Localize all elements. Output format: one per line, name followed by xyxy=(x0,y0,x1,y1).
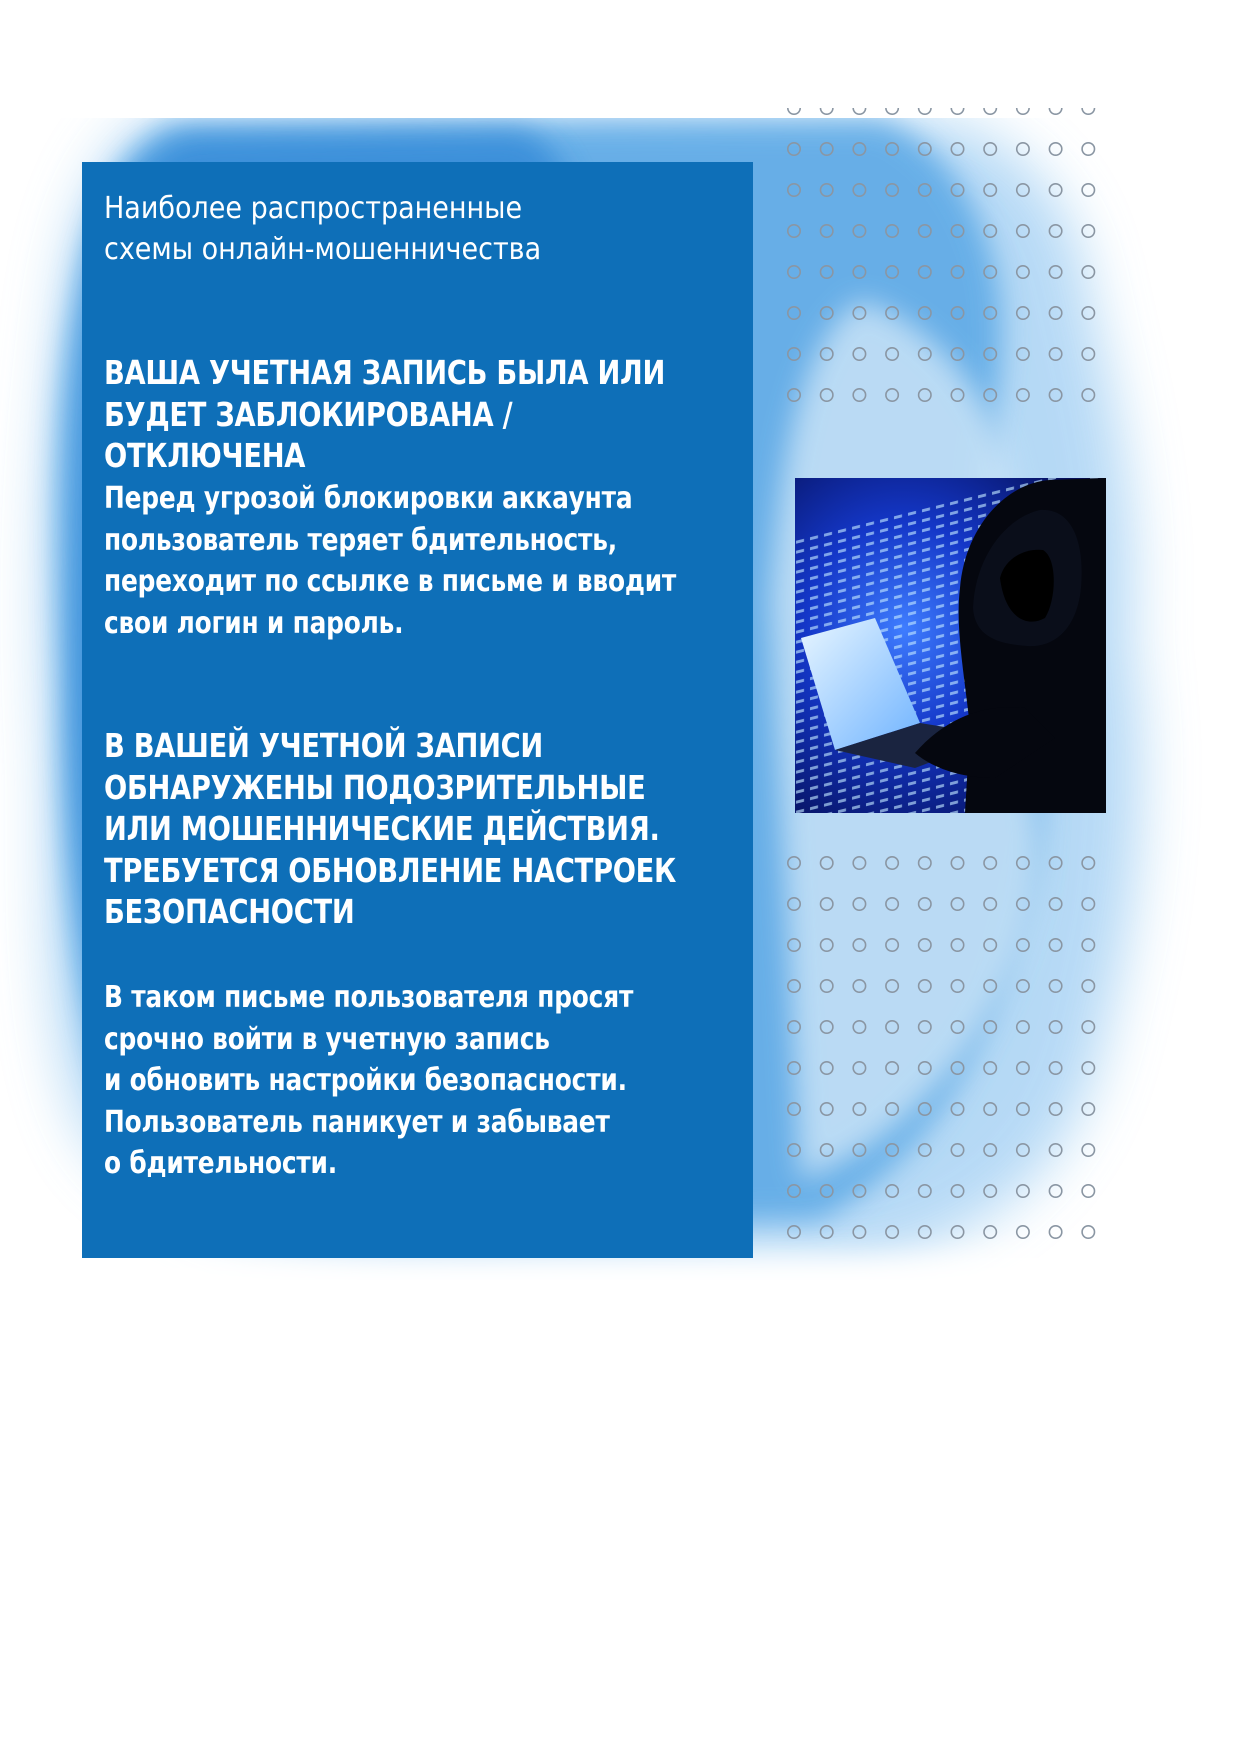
dot-circle xyxy=(1082,1062,1094,1074)
dot-circle xyxy=(1017,1185,1029,1197)
dot-circle xyxy=(1082,857,1094,869)
dot-circle xyxy=(919,939,931,951)
dot-circle xyxy=(984,108,996,114)
dot-circle xyxy=(1049,348,1061,360)
dot-circle xyxy=(853,1103,865,1115)
dot-circle xyxy=(1049,184,1061,196)
dot-circle xyxy=(821,1226,833,1238)
dot-circle xyxy=(919,1226,931,1238)
dot-circle xyxy=(821,1144,833,1156)
dot-circle xyxy=(984,857,996,869)
dot-circle xyxy=(886,184,898,196)
dot-circle xyxy=(853,980,865,992)
dot-circle xyxy=(821,1103,833,1115)
dot-circle xyxy=(886,857,898,869)
dot-circle xyxy=(788,1226,800,1238)
dot-circle xyxy=(886,307,898,319)
dot-circle xyxy=(821,307,833,319)
dot-circle xyxy=(886,1226,898,1238)
dot-circle xyxy=(821,348,833,360)
dot-circle xyxy=(951,1062,963,1074)
dot-circle xyxy=(853,1185,865,1197)
section-2-body: В таком письме пользователя просят срочно войти в учетную запись и обновить настройки безопасности. Пользователь паникует и забывает о бдительности. xyxy=(104,980,634,1181)
dot-circle xyxy=(853,939,865,951)
dot-circle xyxy=(1082,348,1094,360)
dot-circle xyxy=(984,307,996,319)
dot-circle xyxy=(821,1062,833,1074)
dot-circle xyxy=(788,348,800,360)
dot-circle xyxy=(951,184,963,196)
dot-circle xyxy=(821,266,833,278)
dot-circle xyxy=(919,1021,931,1033)
dot-circle xyxy=(984,266,996,278)
dot-circle xyxy=(984,898,996,910)
dot-circle xyxy=(1082,225,1094,237)
dot-circle xyxy=(919,143,931,155)
dot-circle xyxy=(821,225,833,237)
dot-circle xyxy=(788,1062,800,1074)
dot-circle xyxy=(1082,307,1094,319)
dot-circle xyxy=(1082,184,1094,196)
dot-circle xyxy=(1049,898,1061,910)
dot-circle xyxy=(951,389,963,401)
dot-circle xyxy=(886,1021,898,1033)
dot-circle xyxy=(984,225,996,237)
dot-circle xyxy=(951,1103,963,1115)
dot-circle xyxy=(788,266,800,278)
dot-circle xyxy=(821,857,833,869)
dot-circle xyxy=(1049,108,1061,114)
dot-circle xyxy=(919,307,931,319)
dot-circle xyxy=(951,1021,963,1033)
dot-circle xyxy=(919,184,931,196)
dot-circle xyxy=(1049,939,1061,951)
dot-circle xyxy=(886,225,898,237)
dot-circle xyxy=(1017,389,1029,401)
dot-circle xyxy=(1017,348,1029,360)
dot-circle xyxy=(1082,108,1094,114)
dot-circle xyxy=(1017,108,1029,114)
dot-circle xyxy=(853,389,865,401)
dot-circle xyxy=(886,143,898,155)
dot-circle xyxy=(788,184,800,196)
dot-circle xyxy=(1049,1226,1061,1238)
dot-circle xyxy=(821,939,833,951)
section-1-body: Перед угрозой блокировки аккаунта пользователь теряет бдительность, переходит по ссылке в письме и вводит свои логин и пароль. xyxy=(104,481,677,641)
info-panel xyxy=(82,162,753,1258)
dot-circle xyxy=(788,389,800,401)
dot-circle xyxy=(788,857,800,869)
hacker-laptop-photo xyxy=(795,478,1106,813)
dot-circle xyxy=(919,225,931,237)
dot-circle xyxy=(1049,266,1061,278)
dot-circle xyxy=(853,898,865,910)
dot-circle xyxy=(1082,1103,1094,1115)
section-1-heading: ВАША УЧЕТНАЯ ЗАПИСЬ БЫЛА ИЛИ БУДЕТ ЗАБЛОКИРОВАНА / ОТКЛЮЧЕНА xyxy=(104,353,666,475)
dot-circle xyxy=(951,143,963,155)
dot-grid-top xyxy=(785,108,1105,418)
dot-circle xyxy=(1017,1144,1029,1156)
dot-circle xyxy=(951,225,963,237)
dot-circle xyxy=(919,980,931,992)
dot-circle xyxy=(853,184,865,196)
dot-circle xyxy=(919,857,931,869)
dot-circle xyxy=(951,1185,963,1197)
dot-circle xyxy=(853,108,865,114)
dot-circle xyxy=(886,1062,898,1074)
dot-circle xyxy=(821,1021,833,1033)
dot-circle xyxy=(951,1226,963,1238)
dot-circle xyxy=(821,108,833,114)
dot-circle xyxy=(886,348,898,360)
dot-circle xyxy=(1082,266,1094,278)
section-2-heading: В ВАШЕЙ УЧЕТНОЙ ЗАПИСИ ОБНАРУЖЕНЫ ПОДОЗРИТЕЛЬНЫЕ ИЛИ МОШЕННИЧЕСКИЕ ДЕЙСТВИЯ. ТРЕБУЕТСЯ ОБНОВЛЕНИЕ НАСТРОЕК БЕЗОПАСНОСТИ xyxy=(104,726,677,931)
dot-circle xyxy=(788,980,800,992)
dot-circle xyxy=(984,1021,996,1033)
dot-circle xyxy=(951,857,963,869)
dot-circle xyxy=(788,108,800,114)
dot-circle xyxy=(1049,225,1061,237)
dot-circle xyxy=(984,980,996,992)
dot-circle xyxy=(919,266,931,278)
dot-circle xyxy=(1082,389,1094,401)
dot-circle xyxy=(821,143,833,155)
dot-circle xyxy=(886,939,898,951)
dot-circle xyxy=(1017,1226,1029,1238)
dot-circle xyxy=(853,857,865,869)
dot-circle xyxy=(886,1185,898,1197)
dot-circle xyxy=(984,143,996,155)
dot-circle xyxy=(853,1021,865,1033)
dot-circle xyxy=(1049,143,1061,155)
dot-circle xyxy=(788,225,800,237)
dot-circle xyxy=(1049,1144,1061,1156)
dot-circle xyxy=(919,108,931,114)
dot-circle xyxy=(1017,307,1029,319)
dot-circle xyxy=(984,1103,996,1115)
dot-circle xyxy=(886,1144,898,1156)
dot-circle xyxy=(1049,1021,1061,1033)
dot-circle xyxy=(951,307,963,319)
dot-circle xyxy=(919,1144,931,1156)
dot-circle xyxy=(1017,266,1029,278)
dot-circle xyxy=(1049,857,1061,869)
dot-circle xyxy=(1082,143,1094,155)
dot-circle xyxy=(919,389,931,401)
dot-circle xyxy=(1082,1144,1094,1156)
dot-circle xyxy=(1017,898,1029,910)
dot-circle xyxy=(951,980,963,992)
panel-title: Наиболее распространенные схемы онлайн-мошенничества xyxy=(104,191,542,267)
dot-circle xyxy=(886,108,898,114)
dot-circle xyxy=(788,307,800,319)
dot-circle xyxy=(853,307,865,319)
dot-circle xyxy=(788,1103,800,1115)
dot-circle xyxy=(821,1185,833,1197)
dot-circle xyxy=(919,1185,931,1197)
dot-circle xyxy=(853,348,865,360)
dot-circle xyxy=(1049,389,1061,401)
dot-circle xyxy=(886,980,898,992)
dot-circle xyxy=(788,898,800,910)
dot-circle xyxy=(1082,1185,1094,1197)
dot-circle xyxy=(1049,1185,1061,1197)
dot-circle xyxy=(821,980,833,992)
dot-circle xyxy=(984,1226,996,1238)
dot-circle xyxy=(821,389,833,401)
dot-circle xyxy=(951,108,963,114)
dot-circle xyxy=(951,266,963,278)
dot-circle xyxy=(984,184,996,196)
dot-circle xyxy=(1082,980,1094,992)
dot-circle xyxy=(821,898,833,910)
dot-circle xyxy=(853,1144,865,1156)
dot-circle xyxy=(1017,184,1029,196)
dot-circle xyxy=(951,939,963,951)
dot-circle xyxy=(1049,980,1061,992)
dot-circle xyxy=(1049,307,1061,319)
dot-circle xyxy=(951,898,963,910)
dot-circle xyxy=(886,1103,898,1115)
dot-circle xyxy=(788,1144,800,1156)
dot-circle xyxy=(984,1144,996,1156)
dot-circle xyxy=(1049,1103,1061,1115)
dot-circle xyxy=(984,348,996,360)
dot-circle xyxy=(984,389,996,401)
dot-circle xyxy=(1017,980,1029,992)
dot-circle xyxy=(1017,1103,1029,1115)
dot-circle xyxy=(1082,898,1094,910)
dot-circle xyxy=(951,1144,963,1156)
dot-circle xyxy=(1017,857,1029,869)
dot-circle xyxy=(853,1226,865,1238)
dot-circle xyxy=(788,939,800,951)
dot-circle xyxy=(788,143,800,155)
dot-circle xyxy=(919,1103,931,1115)
dot-grid-bottom xyxy=(785,854,1105,1254)
dot-circle xyxy=(984,1185,996,1197)
dot-circle xyxy=(919,348,931,360)
dot-circle xyxy=(853,266,865,278)
dot-circle xyxy=(1082,1021,1094,1033)
dot-circle xyxy=(1082,1226,1094,1238)
dot-circle xyxy=(1017,939,1029,951)
dot-circle xyxy=(984,939,996,951)
dot-circle xyxy=(886,389,898,401)
dot-circle xyxy=(1082,939,1094,951)
dot-circle xyxy=(853,1062,865,1074)
dot-circle xyxy=(1017,1062,1029,1074)
dot-circle xyxy=(1049,1062,1061,1074)
dot-circle xyxy=(984,1062,996,1074)
dot-circle xyxy=(1017,225,1029,237)
dot-circle xyxy=(1017,143,1029,155)
dot-circle xyxy=(919,1062,931,1074)
dot-circle xyxy=(853,143,865,155)
dot-circle xyxy=(1017,1021,1029,1033)
dot-circle xyxy=(821,184,833,196)
dot-circle xyxy=(788,1021,800,1033)
dot-circle xyxy=(853,225,865,237)
dot-circle xyxy=(886,898,898,910)
dot-circle xyxy=(919,898,931,910)
dot-circle xyxy=(788,1185,800,1197)
dot-circle xyxy=(886,266,898,278)
dot-circle xyxy=(951,348,963,360)
